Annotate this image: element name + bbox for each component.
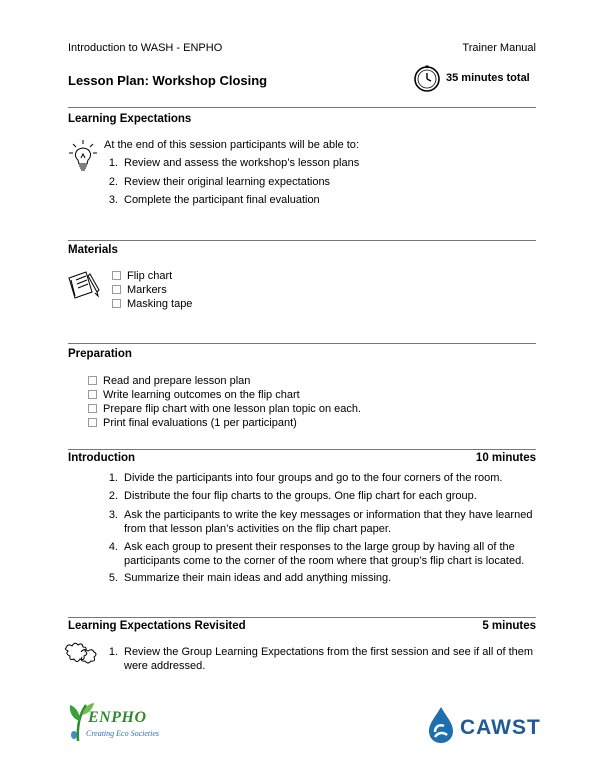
list-item: Write learning outcomes on the flip chart [88, 388, 361, 402]
list-item: Flip chart [112, 269, 192, 283]
checkbox-icon [88, 418, 97, 427]
section-heading-materials: Materials [68, 244, 118, 256]
list-item: Prepare flip chart with one lesson plan topic on each. [88, 402, 361, 416]
divider [68, 617, 536, 618]
section-heading-revisited: Learning Expectations Revisited [68, 620, 246, 632]
divider [68, 107, 536, 108]
clock-icon [413, 65, 441, 98]
puzzle-icon [64, 640, 98, 671]
checkbox-icon [112, 271, 121, 280]
notebook-pencil-icon [66, 268, 102, 305]
running-header-right: Trainer Manual [462, 42, 536, 54]
list-item: Markers [112, 283, 192, 297]
checkbox-icon [88, 376, 97, 385]
cawst-logo: CAWST [426, 706, 538, 746]
page-title: Lesson Plan: Workshop Closing [68, 73, 268, 88]
enpho-logo: ENPHO Creating Eco Societies [66, 697, 166, 745]
running-header-left: Introduction to WASH - ENPHO [68, 42, 223, 54]
checkbox-icon [88, 404, 97, 413]
section-heading-learning-expectations: Learning Expectations [68, 113, 192, 125]
list-item: Read and prepare lesson plan [88, 374, 361, 388]
revisited-time: 5 minutes [482, 620, 536, 632]
divider [68, 240, 536, 241]
introduction-time: 10 minutes [475, 452, 536, 464]
checkbox-icon [112, 285, 121, 294]
section-heading-preparation: Preparation [68, 348, 132, 360]
section-heading-introduction: Introduction [68, 452, 136, 464]
checkbox-icon [112, 299, 121, 308]
learning-intro: At the end of this session participants will be able to: [104, 139, 359, 151]
materials-list [112, 269, 192, 311]
checkbox-icon [88, 390, 97, 399]
list-item: Masking tape [112, 297, 192, 311]
divider [68, 449, 536, 450]
list-item: Print final evaluations (1 per participant) [88, 416, 361, 430]
preparation-list [88, 374, 361, 430]
divider [68, 343, 536, 344]
lightbulb-icon [68, 138, 98, 179]
duration-total: 35 minutes total [446, 72, 530, 84]
